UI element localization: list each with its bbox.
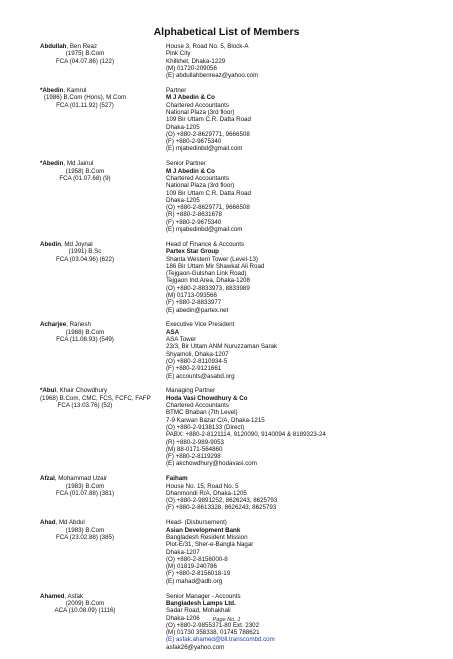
member-credentials xyxy=(0,160,158,233)
contact-line: (M) 88-0171-564860 xyxy=(166,445,223,453)
member-name xyxy=(40,519,158,526)
contact-line: (F) +880-2-9675340 xyxy=(166,218,222,226)
member-contact xyxy=(158,475,453,511)
member-name xyxy=(40,475,158,482)
contact-line: National Plaza (3rd floor) xyxy=(166,108,235,116)
member-credentials xyxy=(0,321,158,379)
member-credentials xyxy=(0,43,158,79)
contact-line: Dhanmondi R/A, Dhaka-1205 xyxy=(166,489,247,497)
member-membership: FCA (03.04.96) (622) xyxy=(55,255,115,263)
member-surname: *Abul xyxy=(40,387,57,395)
contact-line: Managing Partner xyxy=(166,387,216,395)
member-entry xyxy=(0,43,453,79)
organization-name: Hoda Vasi Chowdhury & Co xyxy=(166,394,248,402)
contact-line: Chartered Accountants xyxy=(166,174,229,182)
contact-line: (Tejgaon-Gulshan Link Road) xyxy=(166,270,247,278)
contact-line: (O) +880-2-8110934-5 xyxy=(166,357,228,365)
member-name xyxy=(40,593,158,600)
contact-line: Sadar Road, Mohakhali xyxy=(166,607,231,615)
contact-line: 109 Bir Uttam C.R. Datta Road xyxy=(166,116,251,124)
member-surname: *Abedin xyxy=(40,87,64,95)
contact-line: (F) +880-2-8156018-19 xyxy=(166,570,231,578)
contact-line: Dhaka-1206 xyxy=(166,614,200,622)
contact-line: Pink City xyxy=(166,50,191,58)
member-given-name: , Mohammad Uzair xyxy=(54,475,108,483)
member-contact xyxy=(158,43,453,79)
member-surname: Abdullah xyxy=(40,43,67,50)
member-name xyxy=(40,387,158,394)
member-name xyxy=(40,321,158,328)
contact-line: Plot-E/31, Sher-e-Bangla Nagar xyxy=(166,541,254,549)
member-degree: (1988) B.Com xyxy=(65,328,105,336)
contact-line: (O) +880-2-8156000-8 xyxy=(166,555,228,563)
contact-line: (R) +880-2-989-9053 xyxy=(166,438,224,446)
organization-name: Faiham xyxy=(166,475,188,483)
member-credentials xyxy=(0,87,158,153)
contact-line: (E) mjabedinbd@gmail.com xyxy=(166,226,243,234)
contact-line: Dhaka-1205 xyxy=(166,123,200,131)
contact-line: Head- (Disbursement) xyxy=(166,519,227,527)
member-name xyxy=(40,43,158,50)
contact-line: (E) akchowdhury@hodavasi.com xyxy=(166,460,257,468)
contact-line: House No. 15, Road No. 5 xyxy=(166,482,239,490)
member-membership: FCA (11.08.93) (549) xyxy=(56,336,114,344)
member-degree: (1968) B.Com, CMC, FCS, FCFC, FAFP xyxy=(40,394,151,402)
contact-line: (E) abdullahbenreaz@yahoo.com xyxy=(166,72,259,80)
member-entry xyxy=(0,519,453,585)
contact-line: Shanta Western Tower (Level-13) xyxy=(166,255,258,263)
member-entry xyxy=(0,387,453,467)
member-credentials xyxy=(0,241,158,314)
contact-line: (O) +880-2-8629771, 9666508 xyxy=(166,204,250,212)
member-degree: (2009) B.Com xyxy=(65,599,105,607)
member-entry xyxy=(0,160,453,233)
member-credentials xyxy=(0,519,158,585)
member-name xyxy=(40,241,158,248)
contact-line: Chartered Accountants xyxy=(166,101,229,109)
member-entry xyxy=(0,475,453,511)
contact-line: (F) +880-2-8613328, 8626243, 8625793 xyxy=(166,504,277,512)
member-name xyxy=(40,87,158,94)
member-membership: FCA (01.07.88) (381) xyxy=(55,489,115,497)
member-membership: FCA (01.07.68) (9) xyxy=(59,174,111,182)
contact-line: Shyamoli, Dhaka-1207 xyxy=(166,350,229,358)
organization-name: M J Abedin & Co xyxy=(166,94,215,102)
member-entry xyxy=(0,321,453,379)
contact-line: (O) +880-2-8833973, 8833989 xyxy=(166,284,250,292)
member-surname: Ahamed xyxy=(40,592,65,600)
organization-name: M J Abedin & Co xyxy=(166,167,215,175)
member-surname: *Abedin xyxy=(40,160,64,168)
contact-line: Bangladesh Resident Mission xyxy=(166,533,248,541)
contact-line: Senior Partner xyxy=(166,160,206,168)
contact-line: Partner xyxy=(166,87,187,95)
contact-line: 109 Bir Uttam C.R. Datta Road xyxy=(166,189,251,197)
member-contact xyxy=(158,321,453,379)
member-membership: FCA (01.11.92) (527) xyxy=(56,101,114,109)
member-entry xyxy=(0,241,453,314)
member-degree: (1986) B.Com (Hons), M.Com xyxy=(43,94,127,102)
member-membership: FCA (23.02.88) (385) xyxy=(55,533,115,541)
member-degree: (1983) B.Com xyxy=(65,526,105,534)
contact-line: PABX: +880-2-8121114, 9120090, 9140094 & 8189323-24 xyxy=(166,431,326,439)
contact-line: (F) +880-2-8119298 xyxy=(166,453,221,461)
contact-line: (M) 01713-093566 xyxy=(166,291,217,299)
member-surname: Abedin xyxy=(40,240,61,248)
member-surname: Ahad xyxy=(40,519,56,527)
member-contact xyxy=(158,160,453,233)
email-link[interactable]: (E) asfak.ahamed@bll.transcombd.com xyxy=(166,636,275,644)
contact-line: BTMC Bhaban (7th Level) xyxy=(166,409,238,417)
member-contact xyxy=(158,87,453,153)
contact-line: (F) +880-2-9675340 xyxy=(166,138,222,146)
organization-name: Asian Development Bank xyxy=(166,526,241,534)
member-surname: Acharjee xyxy=(40,321,67,329)
member-degree: (1991) B.Sc xyxy=(68,248,102,256)
contact-line: Khilkhet, Dhaka-1229 xyxy=(166,57,226,65)
organization-name: Partex Star Group xyxy=(166,248,219,256)
contact-line: (E) accounts@asabd.org xyxy=(166,372,235,380)
contact-line: Executive Vice President xyxy=(166,321,235,329)
contact-line: Head of Finance & Accounts xyxy=(166,240,245,248)
contact-line: (O) +880-2-9891252, 8626243, 8625793 xyxy=(166,497,278,505)
contact-line: ASA Tower xyxy=(166,336,197,344)
member-given-name: , Khair Chowdhury xyxy=(56,387,108,395)
contact-line: 7-9 Karwan Bazar C/A, Dhaka-1215 xyxy=(166,416,265,424)
member-given-name: , Md Joynal xyxy=(60,240,93,248)
page-title: Alphabetical List of Members xyxy=(153,26,300,38)
member-given-name: , Md Abdul xyxy=(55,519,85,527)
contact-line: (M) 01720-209056 xyxy=(166,64,217,72)
member-given-name: , Ranesh xyxy=(66,321,91,329)
contact-line: 23/3, Bir Uttam ANM Nuruzzaman Sarak xyxy=(166,343,278,351)
contact-line: (M) 01819-240786 xyxy=(166,563,217,571)
member-membership: FCA (04.07.86) (122) xyxy=(55,57,115,65)
member-degree: (1983) B.Com xyxy=(65,482,105,490)
contact-line: (O) +880-2-9138133 (Direct) xyxy=(166,423,245,431)
contact-line: Chartered Accountants xyxy=(166,402,229,410)
contact-line: 186 Bir Uttam Mir Shawkat Ali Road xyxy=(166,262,265,270)
organization-name: Bangladesh Lamps Ltd. xyxy=(166,599,236,607)
member-name xyxy=(40,160,158,167)
contact-line: (O) +880-2-9855371-80 Ext. 2302 xyxy=(166,621,260,629)
member-entry xyxy=(0,87,453,153)
member-given-name: , Kamrul xyxy=(63,87,87,95)
contact-line: (E) mjabedinbd@gmail.com xyxy=(166,145,243,153)
contact-line: (E) mahad@adb.org xyxy=(166,577,223,585)
member-given-name: , Md Jainul xyxy=(63,160,94,168)
member-contact xyxy=(158,387,453,467)
member-degree: (1958) B.Com xyxy=(65,167,105,175)
contact-line: (O) +880-2-8629771, 9666508 xyxy=(166,130,250,138)
member-credentials xyxy=(0,387,158,467)
member-degree: (1975) B.Com xyxy=(65,50,105,58)
contact-line: Senior Manager - Accounts xyxy=(166,592,241,600)
contact-line: asfak26@yahoo.com xyxy=(166,643,225,651)
member-surname: Afzal xyxy=(40,475,55,483)
member-membership: ACA (10.08.09) (1116) xyxy=(54,607,116,615)
member-list xyxy=(0,43,453,659)
contact-line: National Plaza (3rd floor) xyxy=(166,182,235,190)
page-number: Page No. 1 xyxy=(212,617,241,623)
contact-line: (F) +880-2-9121661 xyxy=(166,365,222,373)
member-given-name: , Ben Reaz xyxy=(66,43,98,50)
contact-line: Dhaka-1205 xyxy=(166,196,200,204)
contact-line: (R) +880-2-8631678 xyxy=(166,211,222,219)
contact-line: Tejgaon Ind.Area, Dhaka-1208 xyxy=(166,277,250,285)
contact-line: (M) 01730 358338, 01745 788621 xyxy=(166,629,260,637)
contact-line: House 3, Road No. 5, Block-A xyxy=(166,43,249,50)
member-membership: FCA (13.03.76) (52) xyxy=(57,402,113,410)
contact-line: (F) +880-2-8833977 xyxy=(166,299,222,307)
contact-line: (E) abedin@partex.net xyxy=(166,306,229,314)
contact-line: Dhaka-1207 xyxy=(166,548,200,556)
member-contact xyxy=(158,241,453,314)
member-given-name: , Asfak xyxy=(64,592,83,600)
member-credentials xyxy=(0,475,158,511)
member-contact xyxy=(158,519,453,585)
organization-name: ASA xyxy=(166,328,180,336)
